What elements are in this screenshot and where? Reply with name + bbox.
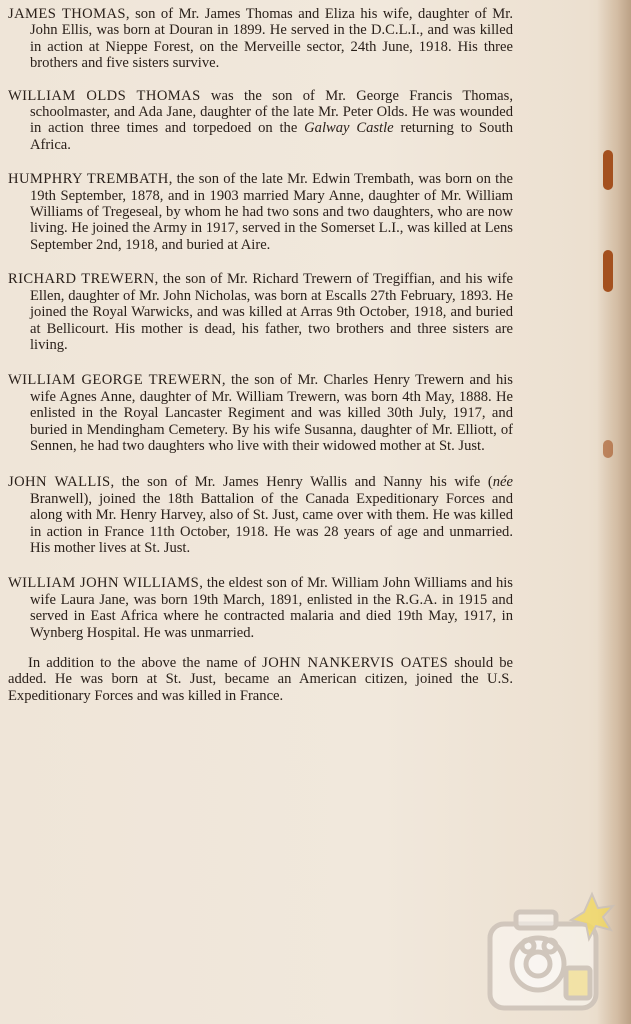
- entry-name: JOHN WALLIS: [8, 474, 111, 491]
- addendum-text: should be added. He was born at St. Just, became an American citizen, joined the U.S. Expeditionary Forces and was killed in France.: [8, 655, 513, 704]
- entry-text: , the son of the late Mr. Edwin Trembath, was born on the 19th September, 1878, and in 1903 married Mary Anne, daughter of Mr. William Williams of Tregeseal, by whom he had two sons and two daughters, who are now living. He joined the Army in 1917, served in the Somerset L.I., was killed at Lens September 2nd, 1918, and buried at Aire.: [30, 171, 513, 253]
- entry-humphry-trembath: [8, 171, 513, 253]
- entry-text: , son of Mr. James Thomas and Eliza his wife, daughter of Mr. John Ellis, was born at Douran in 1899. He served in the D.C.L.I., and was killed in action at Nieppe Forest, on the Merveille sector, 24th June, 1918. His three brothers and five sisters survive.: [30, 6, 513, 72]
- entry-text: , the eldest son of Mr. William John Williams and his wife Laura Jane, was born 19th March, 1891, enlisted in the R.G.A. in 1915 and served in East Africa where he contracted malaria and died 19th May, 1917, in Wynberg Hospital. He was unmarried.: [30, 575, 513, 641]
- entry-name: RICHARD TREWERN: [8, 271, 155, 288]
- addendum-text: In addition to the above the name of: [28, 655, 263, 671]
- entry-william-george-trewern: [8, 372, 513, 454]
- entry-james-thomas: [8, 6, 513, 72]
- entry-william-john-williams: [8, 575, 513, 641]
- entry-name: WILLIAM GEORGE TREWERN: [8, 372, 222, 389]
- ship-name: Galway Castle: [304, 120, 394, 137]
- entry-text: , the son of Mr. Charles Henry Trewern and his wife Agnes Anne, daughter of Mr. William Trewern, was born 4th May, 1888. He enlisted in the Royal Lancaster Regiment and was killed 30th July, 1917, and buried in Mendingham Cemetery. By his wife Susanna, daughter of Mr. Elliott, of Sennen, he had two daughters who live with their widowed mother at St. Just.: [30, 372, 513, 454]
- entry-text: , the son of Mr. James Henry Wallis and Nanny his wife (: [110, 474, 493, 491]
- camera-mascot-icon: [476, 884, 626, 1020]
- addendum-paragraph: [8, 655, 513, 704]
- entry-name: JAMES THOMAS: [8, 6, 126, 22]
- entry-william-olds-thomas: [8, 88, 513, 154]
- entry-john-wallis: [8, 474, 513, 556]
- entry-richard-trewern: [8, 271, 513, 353]
- rust-stain: [603, 250, 613, 292]
- entry-text: returning to South Africa.: [30, 120, 513, 153]
- entry-name: HUMPHRY TREMBATH: [8, 171, 169, 188]
- addendum-name: JOHN NANKERVIS OATES: [262, 655, 449, 671]
- rust-stain: [603, 440, 613, 458]
- rust-stain: [603, 150, 613, 190]
- entry-name: WILLIAM OLDS THOMAS: [8, 87, 201, 104]
- entry-text: Branwell), joined the 18th Battalion of the Canada Expeditionary Forces and along with Mr. Henry Harvey, also of St. Just, came over with them. He was killed in action in France 11th October, 1918. He was 28 years of age and unmarried. His mother lives at St. Just.: [30, 490, 513, 556]
- memorial-text-column: [8, 6, 513, 704]
- nee-word: née: [492, 474, 513, 491]
- entry-name: WILLIAM JOHN WILLIAMS: [8, 575, 200, 592]
- entry-text: was the son of Mr. George Francis Thomas, schoolmaster, and Ada Jane, daughter of the late Mr. Peter Olds. He was wounded in action three times and torpedoed on the: [30, 87, 513, 137]
- entry-text: , the son of Mr. Richard Trewern of Tregiffian, and his wife Ellen, daughter of Mr. John Nicholas, was born at Escalls 27th February, 1893. He joined the Royal Warwicks, and was killed at Arras 9th October, 1918, and buried at Bellicourt. His mother is dead, his father, two brothers and three sisters are living.: [30, 271, 514, 353]
